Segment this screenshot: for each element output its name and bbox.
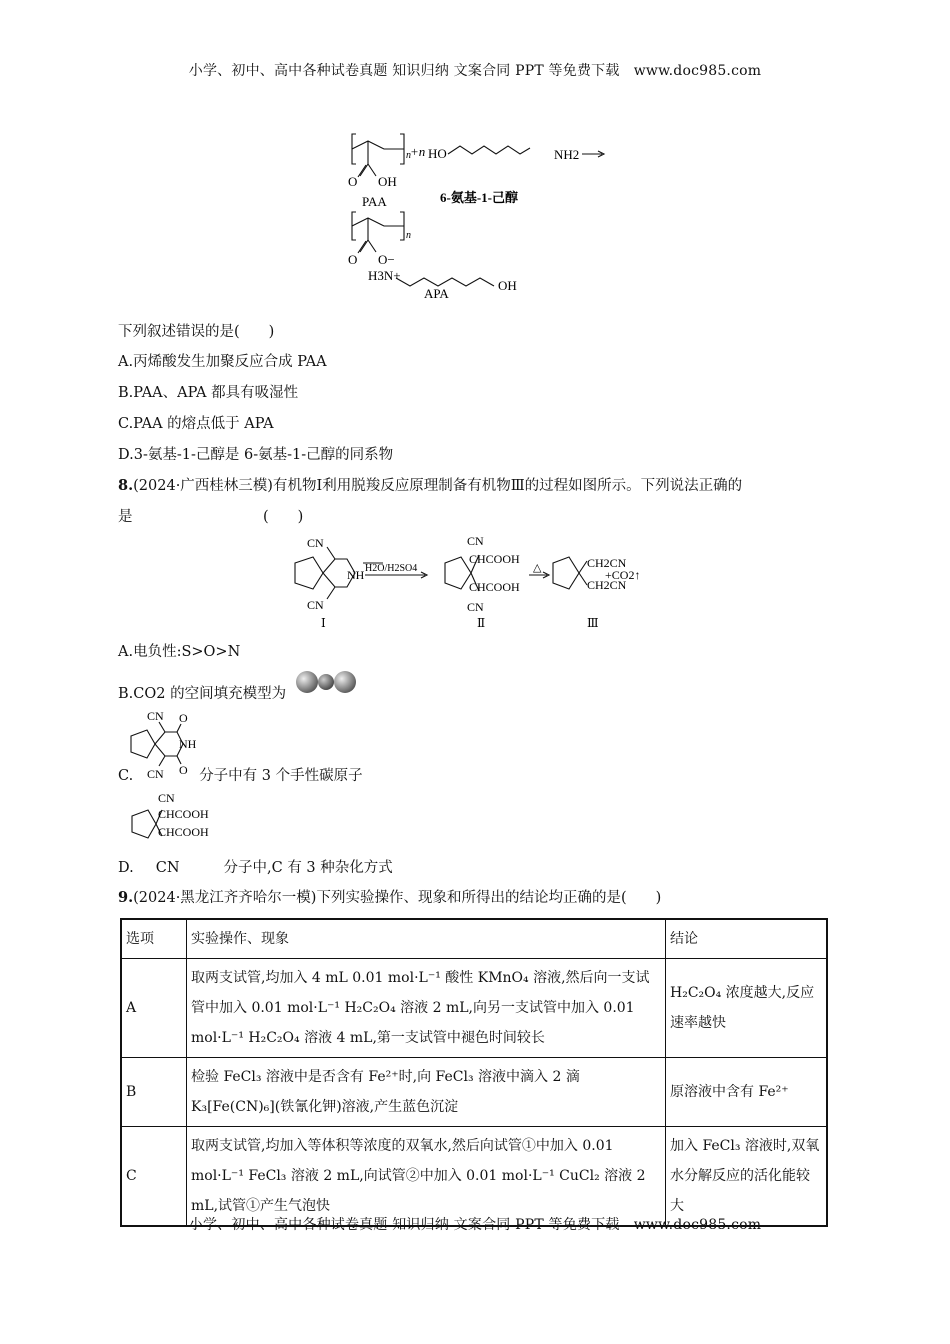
q7-option-c: C.PAA 的熔点低于 APA	[118, 416, 274, 432]
q8-stem-line2: 是 ( )	[118, 509, 304, 525]
c-cn-top: CN	[147, 709, 164, 723]
n-subscript: n	[406, 150, 411, 161]
q8-option-a: A.电负性:S>O>N	[118, 644, 241, 660]
row-a-operation: 取两支试管,均加入 4 mL 0.01 mol·L⁻¹ 酸性 KMnO₄ 溶液,然后向一支试管中加入 0.01 mol·L⁻¹ H₂C₂O₄ 溶液 2 mL,向另一支试管中加入 0.01 mol·L⁻¹ H₂C₂O₄ 溶液 4 mL,第一支试管中褪色时间较长	[187, 959, 666, 1058]
table-row	[121, 1058, 827, 1127]
d-cn-bottom: CN	[155, 860, 180, 876]
plus-n-label: +n	[410, 144, 426, 159]
row-a-conclusion: H₂C₂O₄ 浓度越大,反应速率越快	[666, 959, 828, 1058]
q7-stem: 下列叙述错误的是( )	[118, 324, 275, 340]
decarboxylation-scheme	[285, 535, 665, 630]
row-c-operation: 取两支试管,均加入等体积等浓度的双氧水,然后向试管①中加入 0.01 mol·L⁻¹ FeCl₃ 溶液 2 mL,向试管②中加入 0.01 mol·L⁻¹ CuCl₂ 溶液 2 mL,试管①产生气泡快	[187, 1127, 666, 1227]
o-minus-label: O−	[378, 252, 395, 267]
q8-option-b	[118, 682, 286, 703]
reagent-label: H2O/H2SO4	[365, 563, 418, 574]
row-b-conclusion: 原溶液中含有 Fe²⁺	[666, 1058, 828, 1127]
header-conclusion: 结论	[666, 919, 828, 959]
q7-option-d: D.3-氨基-1-己醇是 6-氨基-1-己醇的同系物	[118, 447, 394, 463]
ho-label: HO	[428, 146, 447, 161]
q8-option-c-text: 分子中有 3 个手性碳原子	[199, 768, 363, 784]
q8-stem-line1	[118, 474, 742, 495]
label-I: Ⅰ	[321, 616, 326, 630]
chcooh-bottom: CHCOOH	[469, 580, 520, 594]
q8-option-c	[118, 764, 363, 785]
page-header: 小学、初中、高中各种试卷真题 知识归纳 文案合同 PPT 等免费下载 www.doc985.com	[188, 63, 762, 79]
heat-label: △	[533, 562, 542, 574]
co2-space-filling-model	[294, 669, 358, 695]
q8-number: 8.	[118, 477, 134, 494]
q8-option-c-label: C.	[118, 768, 134, 784]
ch2cn-bottom: CH2CN	[587, 578, 627, 592]
row-b-operation: 检验 FeCl₃ 溶液中是否含有 Fe²⁺时,向 FeCl₃ 溶液中滴入 2 滴 K₃[Fe(CN)₆](铁氰化钾)溶液,产生蓝色沉淀	[187, 1058, 666, 1127]
d-cn-top: CN	[158, 791, 175, 805]
o-label: O	[348, 174, 358, 189]
q9-number: 9.	[118, 889, 134, 906]
header-operation: 实验操作、现象	[187, 919, 666, 959]
q9-stem	[118, 886, 661, 907]
cn-bottom-1: CN	[307, 598, 324, 612]
q7-option-a: A.丙烯酸发生加聚反应合成 PAA	[118, 354, 327, 370]
c-cn-bottom: CN	[147, 767, 164, 780]
cn-top-2: CN	[467, 535, 484, 548]
q9-stem-text: (2024·黑龙江齐齐哈尔一模)下列实验操作、现象和所得出的结论均正确的是( )	[133, 890, 662, 906]
table-row	[121, 1127, 827, 1227]
cn-bottom-2: CN	[467, 600, 484, 614]
page-footer: 小学、初中、高中各种试卷真题 知识归纳 文案合同 PPT 等免费下载 www.doc985.com	[188, 1217, 762, 1233]
c-nh: NH	[179, 737, 197, 751]
experiment-table	[120, 918, 828, 1227]
q8-stem-text: (2024·广西桂林三模)有机物Ⅰ利用脱羧反应原理制备有机物Ⅲ的过程如图所示。下列说法正确的	[133, 478, 743, 494]
apa-label: APA	[424, 286, 449, 300]
ch2cn-top: CH2CN	[587, 556, 627, 570]
nh2-label: NH2	[554, 147, 580, 162]
q8-option-d	[118, 856, 393, 877]
n-subscript-apa: n	[406, 230, 411, 241]
row-c-option: C	[121, 1127, 187, 1227]
option-d-structure	[128, 790, 228, 860]
cn-top-1: CN	[307, 536, 324, 550]
o-label-apa: O	[348, 252, 358, 267]
q8-option-d-label: D.	[118, 860, 134, 876]
label-III: Ⅲ	[587, 616, 599, 630]
c-o-bottom: O	[179, 763, 188, 777]
reagent-name: 6-氨基-1-己醇	[440, 190, 518, 205]
label-II: Ⅱ	[477, 616, 486, 630]
d-chcooh-top: CHCOOH	[158, 807, 209, 821]
chcooh-top: CHCOOH	[469, 552, 520, 566]
table-header-row	[121, 919, 827, 959]
q8-option-d-text: 分子中,C 有 3 种杂化方式	[223, 860, 393, 876]
row-b-option: B	[121, 1058, 187, 1127]
q7-option-b: B.PAA、APA 都具有吸湿性	[118, 385, 299, 401]
oh-label: OH	[378, 174, 397, 189]
header-option: 选项	[121, 919, 187, 959]
c-o-top: O	[179, 711, 188, 725]
nh-label: NH	[347, 568, 365, 582]
co2-label: +CO2↑	[605, 568, 641, 582]
h3n-label: H3N+	[368, 268, 401, 283]
row-a-option: A	[121, 959, 187, 1058]
row-c-conclusion: 加入 FeCl₃ 溶液时,双氧水分解反应的活化能较大	[666, 1127, 828, 1227]
apa-oh-label: OH	[498, 278, 517, 293]
table-row	[121, 959, 827, 1058]
paa-label: PAA	[362, 194, 387, 209]
d-chcooh-bottom: CHCOOH	[158, 825, 209, 839]
paa-apa-reaction-figure	[330, 128, 620, 300]
q8-option-b-text: B.CO2 的空间填充模型为	[118, 686, 287, 702]
